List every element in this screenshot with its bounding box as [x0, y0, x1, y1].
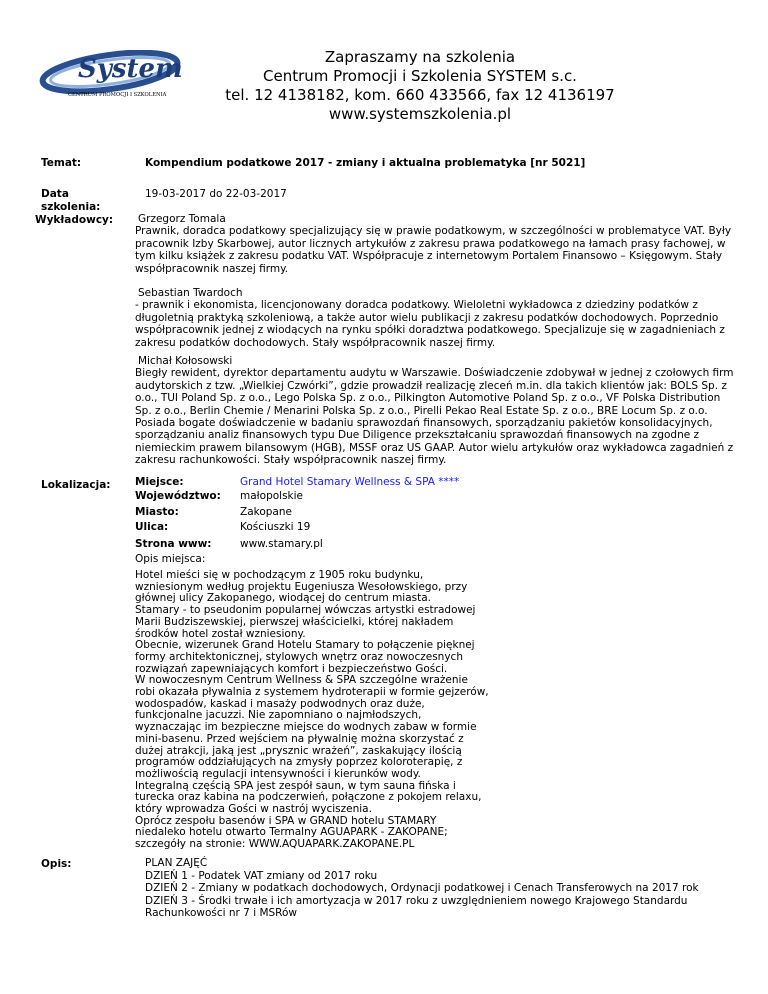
lecturer-1	[135, 213, 735, 275]
place-desc-paragraph: Hotel mieści się w pochodzącym z 1905 roku budynku, wzniesionym według projektu Eugeniusza Wesołowskiego, przy głównej ulicy Zakopanego, wiodącej do centrum miasta.	[135, 569, 468, 605]
city-value: Zakopane	[240, 506, 292, 518]
header-line-contact: tel. 12 4138182, kom. 660 433566, fax 12 4136197	[225, 86, 615, 104]
date-label-line2: szkolenia:	[41, 201, 101, 213]
description-label: Opis:	[41, 858, 72, 870]
lecturer-2-name: Sebastian Twardoch	[138, 287, 243, 299]
plan-day-3: DZIEŃ 3 - Środki trwałe i ich amortyzacja w 2017 roku z uwzględnieniem nowego Krajowego Standardu Rachunkowości nr 7 i MSRów	[145, 894, 688, 920]
plan-day-2: DZIEŃ 2 - Zmiany w podatkach dochodowych, Ordynacji podatkowej i Cenach Transferowych na 2017 rok	[145, 882, 699, 895]
lecturer-1-bio: Prawnik, doradca podatkowy specjalizujący się w prawie podatkowym, w szczególności w problematyce VAT. Były pracownik Izby Skarbowej, autor licznych artykułów z zakresu prawa podatkowego na łamach prasy fachowej, w tym kilku książek z zakresu podatku VAT. Współpracuje z internetowym Portalem Finansowo – Księgowym. Stały współpracownik naszej firmy.	[135, 225, 732, 275]
header-line-invite: Zapraszamy na szkolenia	[324, 48, 516, 66]
lecturer-3	[135, 355, 735, 467]
city-label: Miasto:	[135, 506, 179, 518]
place-desc-paragraph: W nowoczesnym Centrum Wellness & SPA szczególne wrażenie robi okazała pływalnia z systemem hydroterapii w formie gejzerów, wodospadów, kaskad i masaży podwodnych oraz duże, funkcjonalne jacuzzi. Nie zapomniano o najmłodszych, wyznaczając im bezpieczne miejsce do wodnych zabaw w formie mini-basenu. Przed wejściem na pływalnię można skorzystać z dużej atrakcji, jaką jest „prysznic wrażeń”, zaskakujący ilością programów oddziałujących na zmysły poprzez koloroterapię, z możliwością regulacji intensywności i kierunków wody.	[135, 674, 489, 780]
course-plan	[145, 857, 745, 920]
lecturer-3-name: Michał Kołosowski	[138, 355, 233, 367]
date-label	[41, 188, 100, 214]
header-line-website: www.systemszkolenia.pl	[328, 105, 512, 123]
lecturer-2	[135, 287, 735, 349]
date-label-line1: Data	[41, 188, 69, 200]
logo-text: System	[78, 54, 183, 84]
place-description	[135, 570, 490, 851]
website-value: www.stamary.pl	[240, 538, 323, 550]
plan-day-1: DZIEŃ 1 - Podatek VAT zmiany od 2017 roku	[145, 869, 378, 882]
topic-value: Kompendium podatkowe 2017 - zmiany i aktualna problematyka [nr 5021]	[145, 157, 586, 169]
logo-graphic	[38, 50, 190, 98]
logo-subtitle: CENTRUM PROMOCJI I SZKOLENIA	[68, 92, 167, 98]
lecturer-2-bio: - prawnik i ekonomista, licencjonowany doradca podatkowy. Wieloletni wykładowca z dziedziny podatków z długoletnią praktyką szkoleniową, a także autor wielu publikacji z zakresu podatków dochodowych. Poprzednio współpracownik jednej z wiodących na rynku spółki doradztwa podatkowego. Specjalizuje się w zagadnieniach z zakresu podatków dochodowych. Stały współpracownik naszej firmy.	[135, 299, 725, 349]
place-desc-paragraph: Integralną częścią SPA jest zespół saun, w tym sauna fińska i turecka oraz kabina na podczerwień, połączone z pokojem relaxu, który wprowadza Gości w nastrój wyciszenia.	[135, 779, 482, 816]
plan-title: PLAN ZAJĘĆ	[145, 857, 208, 869]
header-line-company: Centrum Promocji i Szkolenia SYSTEM s.c.	[263, 67, 577, 85]
place-desc-paragraph: Stamary - to pseudonim popularnej wówczas artystki estradowej Marii Budziszewskiej, pierwszej właścicielki, której nakładem środków hotel został wzniesiony.	[135, 604, 476, 640]
lecturer-1-name: Grzegorz Tomala	[138, 213, 226, 225]
website-label: Strona www:	[135, 538, 212, 550]
topic-label: Temat:	[41, 157, 82, 169]
company-logo	[38, 50, 190, 98]
page-header	[200, 48, 640, 124]
place-desc-paragraph: Oprócz zespołu basenów i SPA w GRAND hotelu STAMARY niedaleko hotelu otwarto Termalny AGUAPARK - ZAKOPANE; szczegóły na stronie: WWW.AQUAPARK.ZAKOPANE.PL	[135, 814, 448, 851]
place-description-label: Opis miejsca:	[135, 553, 206, 565]
place-desc-paragraph: Obecnie, wizerunek Grand Hotelu Stamary to połączenie pięknej formy architektonicznej, stylowych wnętrz oraz nowoczesnych rozwiązań zapewniających komfort i bezpieczeństwo Gości.	[135, 639, 475, 675]
street-value: Kościuszki 19	[240, 521, 311, 533]
lecturers-label: Wykładowcy:	[35, 214, 114, 226]
place-label: Miejsce:	[135, 476, 184, 488]
street-label: Ulica:	[135, 521, 169, 533]
region-value: małopolskie	[240, 490, 304, 502]
place-link[interactable]: Grand Hotel Stamary Wellness & SPA ****	[240, 476, 460, 488]
location-label: Lokalizacja:	[41, 479, 111, 491]
date-value: 19-03-2017 do 22-03-2017	[145, 188, 287, 200]
lecturer-3-bio: Biegły rewident, dyrektor departamentu audytu w Warszawie. Doświadczenie zdobywał w jednej z czołowych firm audytorskich z tzw. „Wielkiej Czwórki”, gdzie prowadził realizację zleceń m.in. dla takich klientów jak: BOLS Sp. z o.o., TUI Poland Sp. z o.o., Lego Polska Sp. z o.o., Pilkington Automotive Poland Sp. z o.o., VF Polska Distribution Sp. z o.o., Berlin Chemie / Menarini Polska Sp. z o.o., Pirelli Pekao Real Estate Sp. z o.o., BRE Locum Sp. z o.o. Posiada bogate doświadczenie w badaniu sprawozdań finansowych, sporządzaniu pakietów konsolidacyjnych, sporządzaniu analiz finansowych typu Due Diligence przekształcaniu sprawozdań finansowych na zgodne z niemieckim prawem bilansowym (HGB), MSSF oraz US GAAP. Autor wielu artykułów oraz wykładowca zagadnień z zakresu rachunkowości. Stały współpracownik naszej firmy.	[135, 367, 734, 467]
region-label: Województwo:	[135, 490, 221, 502]
